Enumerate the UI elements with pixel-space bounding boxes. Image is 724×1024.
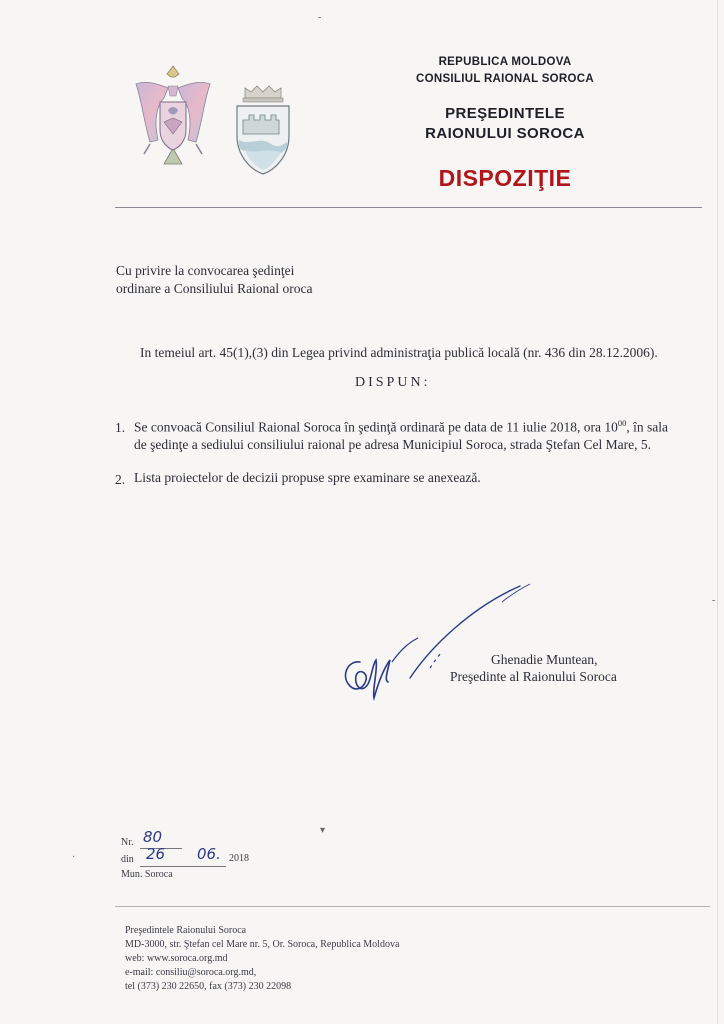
item-1-line-1: [134, 418, 668, 436]
soroca-coat-of-arms-icon: [233, 80, 293, 180]
header-president-line2: RAIONULUI SOROCA: [425, 125, 585, 142]
signatory-name: Ghenadie Muntean,: [491, 652, 598, 667]
registration-day: 26: [146, 845, 166, 863]
header-council: CONSILIUL RAIONAL SOROCA: [415, 73, 594, 85]
subject-line-2: ordinare a Consiliului Raional oroca: [116, 281, 313, 296]
header-country: REPUBLICA MOLDOVA: [438, 56, 572, 68]
footer-web: web: www.soroca.org.md: [125, 953, 228, 964]
registration-number-value: 80: [143, 828, 163, 846]
item-1-text-before: Se convoacă Consiliul Raional Soroca în şedinţă ordinară pe data de 11 iulie 2018, ora 10: [134, 419, 618, 435]
paper-crease: [717, 0, 718, 1024]
scan-speck: -: [318, 12, 322, 23]
handwritten-signature: [330, 580, 540, 710]
item-1-text-after: , în sala: [626, 419, 668, 435]
header-divider: [115, 207, 702, 208]
item-1-time-superscript: 00: [617, 418, 627, 428]
registration-date-label: din: [121, 854, 134, 865]
scan-speck: ▾: [320, 825, 326, 836]
moldova-coat-of-arms-icon: [128, 62, 218, 177]
footer-email: e-mail: consiliu@soroca.org.md,: [125, 967, 257, 978]
registration-number-label: Nr.: [121, 837, 134, 848]
scan-speck: -: [712, 595, 716, 606]
header-president-line1: PREŞEDINTELE: [445, 105, 565, 122]
footer-divider: [115, 906, 710, 907]
item-number: 1.: [115, 420, 126, 435]
footer-phone: tel (373) 230 22650, fax (373) 230 22098: [125, 981, 292, 992]
document-type-title: DISPOZIŢIE: [438, 165, 572, 191]
registration-date-line: [140, 866, 226, 867]
signatory-title: Preşedinte al Raionului Soroca: [450, 669, 617, 684]
registration-place: Mun. Soroca: [121, 869, 173, 880]
footer-address: MD-3000, str. Ştefan cel Mare nr. 5, Or. Soroca, Republica Moldova: [125, 939, 400, 950]
registration-year: 2018: [229, 853, 249, 864]
item-1-line-2: de şedinţe a sediului consiliului raional pe adresa Municipiul Soroca, strada Ştefan Cel Mare, 5.: [134, 437, 651, 452]
registration-month: 06.: [197, 845, 221, 863]
item-2-text: Lista proiectelor de decizii propuse spre examinare se anexează.: [134, 470, 481, 485]
footer-institution: Preşedintele Raionului Soroca: [125, 925, 247, 936]
dispun-heading: DISPUN:: [355, 375, 431, 390]
subject-line-1: Cu privire la convocarea şedinţei: [116, 263, 295, 278]
scan-speck: ·: [72, 852, 76, 863]
legal-basis-text: In temeiul art. 45(1),(3) din Legea privind administraţia publică locală (nr. 436 din 28.12.2006).: [140, 345, 658, 360]
item-number: 2.: [115, 472, 126, 487]
